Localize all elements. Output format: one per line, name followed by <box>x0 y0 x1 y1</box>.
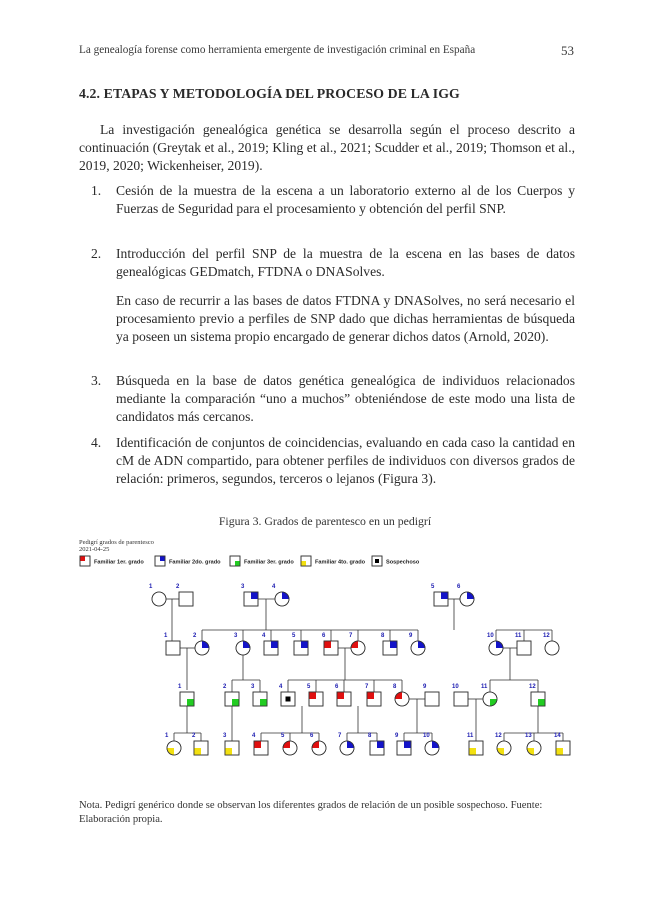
pedigree-individual <box>324 641 338 655</box>
pedigree-individual <box>312 741 326 755</box>
pedigree-individual <box>425 741 439 755</box>
individual-number: 5 <box>431 584 435 590</box>
individual-number: 6 <box>322 633 326 639</box>
individual-number: 2 <box>192 733 196 739</box>
legend-label: Familiar 2do. grado <box>169 559 221 566</box>
step-text: Cesión de la muestra de la escena a un laboratorio externo al de los Cuerpos y Fuerzas de Seguridad para el procesamiento y obtención del perfil SNP. <box>116 183 575 216</box>
pedigree-individual <box>275 592 289 606</box>
step-text: Introducción del perfil SNP de la muestra de la escena en las bases de datos genealógicas GEDmatch, FTDNA o DNASolves. <box>116 246 575 279</box>
individual-number: 8 <box>368 733 372 739</box>
legend-label: Familiar 3er. grado <box>244 559 294 566</box>
pedigree-individual <box>194 741 208 755</box>
individual-number: 1 <box>164 633 168 639</box>
individual-number: 11 <box>467 733 474 739</box>
page-number: 53 <box>561 43 574 58</box>
pedigree-individual <box>166 641 180 655</box>
pedigree-individual <box>195 641 209 655</box>
legend-item <box>301 556 366 566</box>
pedigree-individual <box>527 741 541 755</box>
pedigree-individual <box>425 692 439 706</box>
legend-label: Familiar 1er. grado <box>94 559 144 566</box>
pedigree-individual <box>281 692 295 706</box>
legend-label: Sospechoso <box>386 559 420 566</box>
pedigree-individual <box>254 741 268 755</box>
individual-number: 10 <box>423 733 430 739</box>
individual-number: 10 <box>487 633 494 639</box>
pedigree-individual <box>340 741 354 755</box>
individual-number: 1 <box>178 684 182 690</box>
pedigree-individual <box>152 592 166 606</box>
step-text: En caso de recurrir a las bases de datos FTDNA y DNASolves, no será necesario el procesamiento previo a perfiles de SNP dado que dichas herramientas de búsqueda ya poseen un sistema propio encargado de generar dichos datos (Arnold, 2020). <box>116 293 575 344</box>
individual-number: 13 <box>525 733 532 739</box>
pedigree-individual <box>225 741 239 755</box>
step-number: 1. <box>91 183 102 198</box>
individual-number: 12 <box>543 633 550 639</box>
pedigree-individual <box>253 692 267 706</box>
pedigree-individual <box>225 692 239 706</box>
pedigree-individual <box>483 692 497 706</box>
pedigree-individual <box>469 741 483 755</box>
figure-note: Nota. Pedigrí genérico donde se observan los diferentes grados de relación de un posible sospechoso. Fuente: Elaboración propia. <box>79 800 543 825</box>
pedigree-individual <box>383 641 397 655</box>
pedigree-individual <box>244 592 258 606</box>
individual-number: 11 <box>481 684 488 690</box>
step-number: 3. <box>91 373 102 388</box>
pedigree-individual <box>397 741 411 755</box>
individual-number: 1 <box>149 584 153 590</box>
individual-number: 4 <box>279 684 283 690</box>
pedigree-nodes <box>152 592 570 755</box>
step-text: Identificación de conjuntos de coincidencias, evaluando en cada caso la cantidad en cM de ADN compartido, para obtener perfiles de individuos con diversos grados de relación: primeros, segundos, terceros o lejanos (Figura 3). <box>116 435 575 486</box>
individual-number: 3 <box>234 633 238 639</box>
individual-number: 10 <box>452 684 459 690</box>
individual-number: 7 <box>365 684 369 690</box>
pedigree-individual <box>489 641 503 655</box>
legend-item <box>80 556 144 566</box>
pedigree-numbers <box>149 584 561 739</box>
individual-number: 6 <box>335 684 339 690</box>
individual-number: 5 <box>281 733 285 739</box>
pedigree-individual <box>497 741 511 755</box>
pedigree-individual <box>180 692 194 706</box>
legend-item <box>230 556 294 566</box>
pedigree-individual <box>236 641 250 655</box>
running-header: La genealogía forense como herramienta emergente de investigación criminal en España <box>79 44 476 56</box>
pedigree-individual <box>351 641 365 655</box>
individual-number: 2 <box>193 633 197 639</box>
individual-number: 4 <box>272 584 276 590</box>
individual-number: 9 <box>395 733 399 739</box>
individual-number: 8 <box>393 684 397 690</box>
individual-number: 12 <box>495 733 502 739</box>
step-number: 2. <box>91 246 102 261</box>
pedigree-individual <box>434 592 448 606</box>
pedigree-individual <box>517 641 531 655</box>
individual-number: 3 <box>223 733 227 739</box>
individual-number: 14 <box>554 733 561 739</box>
individual-number: 9 <box>409 633 413 639</box>
individual-number: 5 <box>292 633 296 639</box>
individual-number: 11 <box>515 633 522 639</box>
individual-number: 1 <box>165 733 169 739</box>
step-number: 4. <box>91 435 102 450</box>
pedigree-legend <box>80 556 420 566</box>
legend-label: Familiar 4to. grado <box>315 559 366 566</box>
pedigree-date: 2021-04-25 <box>79 546 110 553</box>
pedigree-lines <box>166 599 563 748</box>
individual-number: 6 <box>310 733 314 739</box>
step-text: Búsqueda en la base de datos genética genealógica de individuos relacionados mediante la comparación “uno a muchos” obteniéndose de este modo una lista de candidatos más cercanos. <box>116 373 575 424</box>
pedigree-individual <box>283 741 297 755</box>
individual-number: 4 <box>262 633 266 639</box>
individual-number: 4 <box>252 733 256 739</box>
pedigree-individual <box>370 741 384 755</box>
pedigree-individual <box>454 692 468 706</box>
pedigree-individual <box>167 741 181 755</box>
individual-number: 8 <box>381 633 385 639</box>
pedigree-individual <box>367 692 381 706</box>
individual-number: 9 <box>423 684 427 690</box>
individual-number: 2 <box>176 584 180 590</box>
individual-number: 6 <box>457 584 461 590</box>
pedigree-individual <box>395 692 409 706</box>
legend-item <box>372 556 420 566</box>
individual-number: 2 <box>223 684 227 690</box>
individual-number: 7 <box>349 633 353 639</box>
figure-caption: Figura 3. Grados de parentesco en un pedigrí <box>218 514 432 528</box>
pedigree-individual <box>556 741 570 755</box>
pedigree-individual <box>294 641 308 655</box>
pedigree-individual <box>179 592 193 606</box>
individual-number: 12 <box>529 684 536 690</box>
individual-number: 3 <box>241 584 245 590</box>
pedigree-individual <box>460 592 474 606</box>
pedigree-individual <box>545 641 559 655</box>
pedigree-individual <box>309 692 323 706</box>
individual-number: 5 <box>307 684 311 690</box>
legend-item <box>155 556 221 566</box>
pedigree-individual <box>411 641 425 655</box>
intro-paragraph: La investigación genealógica genética se desarrolla según el proceso descrito a continuación (Greytak et al., 2019; Kling et al., 2021; Scudder et al., 2019; Thomson et al., 2019, 2020; Wickenheiser, 2019). <box>79 122 575 173</box>
individual-number: 7 <box>338 733 342 739</box>
pedigree-individual <box>531 692 545 706</box>
section-title: 4.2. ETAPAS Y METODOLOGÍA DEL PROCESO DE LA IGG <box>79 86 460 101</box>
pedigree-individual <box>264 641 278 655</box>
individual-number: 3 <box>251 684 255 690</box>
pedigree-individual <box>337 692 351 706</box>
pedigree-title: Pedigrí grados de parentesco <box>79 539 154 546</box>
